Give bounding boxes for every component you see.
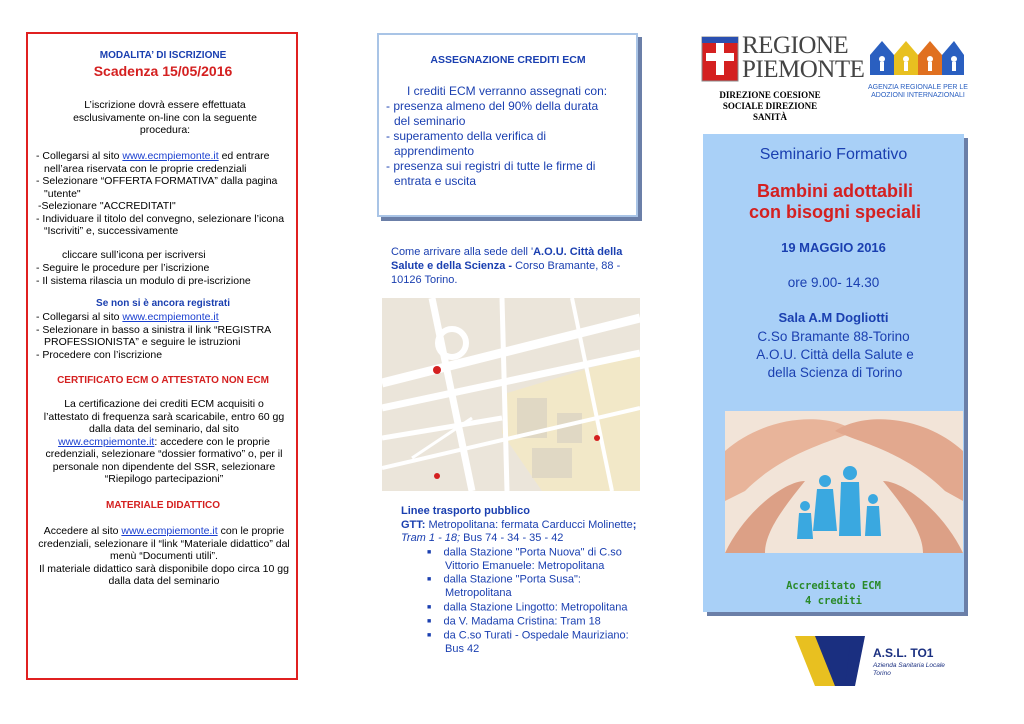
list-item: - Procedere con l’iscrizione <box>36 348 163 361</box>
asl-subtitle: Azienda Sanitaria Locale Torino <box>873 662 945 677</box>
list-item: - Selezionare in basso a sinistra il link “REGISTRA PROFESSIONISTA” e seguire le istruzioni <box>36 323 271 348</box>
list-item: ■ da C.so Turati - Ospedale Mauriziano: Bus 42 <box>427 629 629 656</box>
family-hands-photo <box>725 411 963 553</box>
asl-mark-icon <box>795 636 865 686</box>
directions-text: Come arrivare alla sede dell 'A.O.U. Città della Salute e della Scienza - Corso Bramante, 88 - 10126 Torino. <box>391 246 623 286</box>
bullet-icon: ■ <box>427 548 432 556</box>
ecm-intro: I crediti ECM verranno assegnati con: <box>407 84 608 98</box>
ecm-site-link[interactable]: www.ecmpiemonte.it <box>122 311 219 323</box>
list-item: - presenza almeno del 90% della durata del seminario <box>386 99 599 128</box>
list-item: - Seguire le procedure per l’iscrizione <box>36 262 210 274</box>
list-item: - presenza sui registri di tutte le firme di entrata e uscita <box>386 159 596 188</box>
material-title: MATERIALE DIDATTICO <box>105 500 221 511</box>
coat-of-arms-icon <box>700 35 740 83</box>
credits-count: 4 crediti <box>805 595 862 607</box>
seminar-address-1: C.So Bramante 88-Torino <box>757 329 910 344</box>
not-registered-title: Se non si è ancora registrati <box>96 298 230 309</box>
registration-intro: L’iscrizione dovrà essere effettuata esclusivamente on-line con la seguente procedura: <box>73 99 257 136</box>
ecm-site-link[interactable]: www.ecmpiemonte.it <box>58 435 155 448</box>
asl-logo <box>795 636 955 688</box>
asl-name: A.S.L. TO1 <box>873 646 934 660</box>
transport-list <box>401 546 641 657</box>
transport-section <box>401 505 641 657</box>
registration-steps-3 <box>34 311 292 361</box>
list-item: - Selezionare “OFFERTA FORMATIVA” dalla pagina "utente" <box>36 175 278 200</box>
ecm-list <box>386 99 616 189</box>
hands-family-graphic <box>725 411 963 553</box>
bullet-icon: ■ <box>427 576 432 584</box>
registration-steps <box>34 150 292 238</box>
certificate-title: CERTIFICATO ECM O ATTESTATO NON ECM <box>57 375 269 386</box>
list-item: ■ da V. Madama Cristina: Tram 18 <box>427 615 601 628</box>
seminar-date: 19 MAGGIO 2016 <box>781 240 886 255</box>
list-item: ■ dalla Stazione "Porta Susa": Metropolitana <box>427 573 581 600</box>
agency-logo <box>868 35 968 99</box>
click-icon-line: cliccare sull’icona per iscriversi <box>62 249 206 261</box>
seminar-room: Sala A.M Dogliotti <box>778 310 889 325</box>
bullet-icon: ■ <box>427 617 432 625</box>
certificate-text: La certificazione dei crediti ECM acquisiti o l’attestato di frequenza sarà scaricabile, entro 60 gg dalla data del seminario, dal sito www.ecmpiemonte.it: accedere con le proprie credenziali, selezionare “dossier formativo” o, per il personale non dipendente del SSR, selezionare “Riepilogo partecipazioni” <box>43 398 285 485</box>
agency-name: AGENZIA REGIONALE PER LE ADOZIONI INTERNAZIONALI <box>868 84 968 99</box>
region-name-line2: PIEMONTE <box>742 56 865 83</box>
seminar-label: Seminario Formativo <box>759 146 908 163</box>
registration-steps-2 <box>34 262 292 287</box>
seminar-time: ore 9.00- 14.30 <box>787 275 880 290</box>
houses-icon <box>868 35 966 79</box>
map-graphic <box>382 298 640 491</box>
list-item: - superamento della verifica di apprendimento <box>386 129 547 158</box>
list-item: - Collegarsi al sito www.ecmpiemonte.it ed entrare nell’area riservata con le proprie credenziali <box>36 150 270 175</box>
registration-mode-title: MODALITA’ DI ISCRIZIONE <box>99 50 227 61</box>
location-map[interactable] <box>382 298 640 491</box>
seminar-title: Bambini adottabili con bisogni speciali <box>748 181 922 222</box>
bullet-icon: ■ <box>427 632 432 640</box>
deadline: Scadenza 15/05/2016 <box>93 63 233 79</box>
list-item: - Il sistema rilascia un modulo di pre-iscrizione <box>36 274 251 287</box>
list-item: ■ dalla Stazione Lingotto: Metropolitana <box>427 601 628 614</box>
regione-piemonte-logo <box>700 32 865 85</box>
gtt-info: GTT: Metropolitana: fermata Carducci Molinette; Tram 1 - 18; Bus 74 - 34 - 35 - 42 <box>401 518 637 544</box>
list-item: -Selezionare "ACCREDITATI" <box>38 200 176 212</box>
region-name-line1: REGIONE <box>742 32 849 59</box>
material-text: Accedere al sito www.ecmpiemonte.it con le proprie credenziali, selezionare il “link “Materiale didattico” dal menù “Documenti utili”. Il materiale didattico sarà disponibile dopo circa 10 gg dalla data del seminario <box>38 525 290 587</box>
ecm-site-link[interactable]: www.ecmpiemonte.it <box>122 150 219 162</box>
accreditation-label: Accreditato ECM <box>786 580 881 592</box>
seminar-address-2: A.O.U. Città della Salute e della Scienza di Torino <box>756 347 914 380</box>
list-item: ■ dalla Stazione "Porta Nuova" di C.so Vittorio Emanuele: Metropolitana <box>427 546 622 572</box>
bullet-icon: ■ <box>427 603 432 611</box>
list-item: - Individuare il titolo del convegno, selezionare l’icona “Iscriviti” e, successivamente <box>36 212 285 237</box>
transport-title: Linee trasporto pubblico <box>401 505 530 517</box>
ecm-title: ASSEGNAZIONE CREDITI ECM <box>430 54 586 66</box>
list-item: - Collegarsi al sito www.ecmpiemonte.it <box>36 311 219 323</box>
direzione-text: DIREZIONE COESIONE SOCIALE DIREZIONE SANITÀ <box>719 90 821 122</box>
ecm-site-link[interactable]: www.ecmpiemonte.it <box>121 525 218 537</box>
